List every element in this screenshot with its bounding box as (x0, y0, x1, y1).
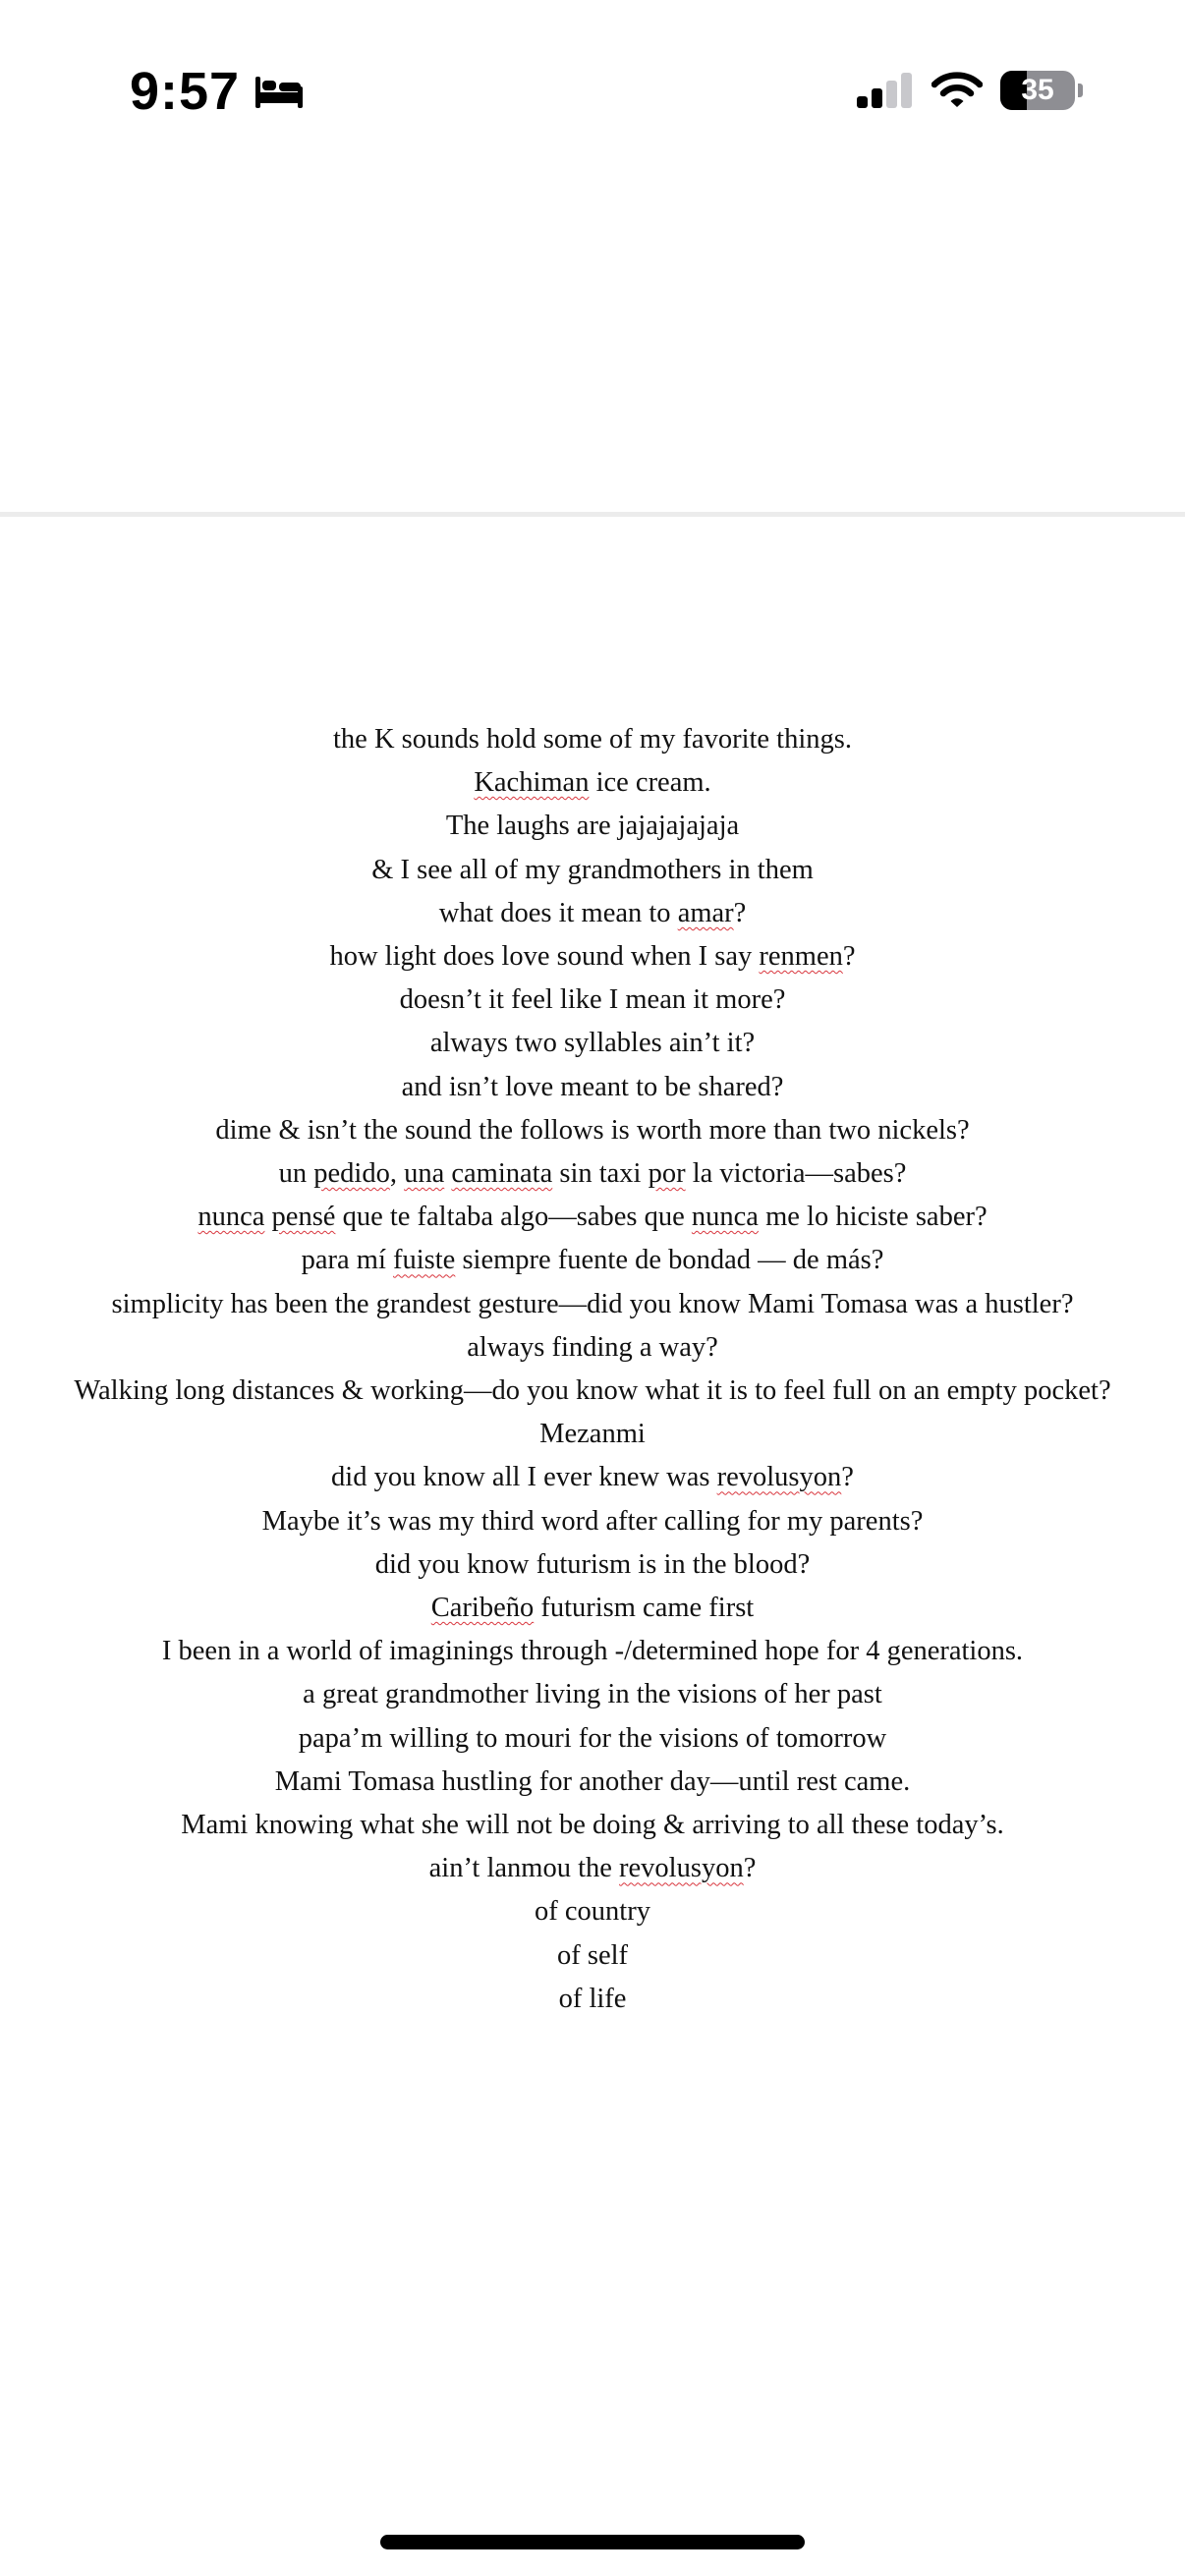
spellcheck-flagged-word: nunca (198, 1202, 265, 1233)
poem-line-text: the K sounds hold some of my favorite things. (333, 724, 852, 755)
spellcheck-flagged-word: pedido (313, 1158, 390, 1190)
poem-line (0, 1152, 1185, 1196)
poem-line-text: Mami Tomasa hustling for another day—until rest came. (274, 1765, 911, 1797)
home-indicator[interactable] (380, 2535, 805, 2549)
battery-cap (1078, 84, 1083, 97)
poem-line-text: me lo hiciste saber? (758, 1202, 988, 1233)
poem-line-text: para mí (301, 1245, 393, 1276)
spellcheck-flagged-word: pensé (271, 1202, 336, 1233)
poem-line-text: que te faltaba algo—sabes que (335, 1202, 692, 1233)
poem-line-text: Mezanmi (539, 1419, 646, 1450)
poem-line-text: always two syllables ain’t it? (429, 1028, 756, 1059)
poem-line (0, 761, 1185, 805)
poem-line-text: of country (535, 1896, 650, 1928)
poem-line (0, 1761, 1185, 1804)
poem-line (0, 1326, 1185, 1370)
poem-line-text: The laughs are jajajajajaja (445, 811, 740, 842)
poem-line (0, 1630, 1185, 1673)
poem-line (0, 1413, 1185, 1456)
poem-line-text: I been in a world of imaginings through -/determined hope for 4 generations. (161, 1636, 1024, 1667)
poem-line (0, 979, 1185, 1022)
poem-line-text: la victoria—sabes? (685, 1158, 907, 1190)
poem-line (0, 1543, 1185, 1587)
poem-line (0, 849, 1185, 892)
poem-line-text: papa’m willing to mouri for the visions of tomorrow (298, 1722, 887, 1754)
spellcheck-flagged-word: fuiste (393, 1245, 456, 1276)
poem-line (0, 1022, 1185, 1065)
poem-line (0, 805, 1185, 848)
poem-line (0, 1847, 1185, 1890)
status-time-group (130, 61, 305, 122)
poem-text (0, 718, 1185, 2021)
poem-line (0, 718, 1185, 761)
poem-line-text: ? (743, 1853, 757, 1884)
poem-line-text: simplicity has been the grandest gesture—did you know Mami Tomasa was a hustler? (111, 1288, 1074, 1319)
status-bar (0, 0, 1185, 196)
poem-line (0, 1978, 1185, 2021)
poem-line (0, 1500, 1185, 1543)
poem-line (0, 1283, 1185, 1326)
spellcheck-flagged-word: Caribeño (430, 1593, 535, 1624)
poem-line-text: sin taxi (552, 1158, 649, 1190)
poem-line-text: what does it mean to (438, 897, 678, 928)
poem-line (0, 1587, 1185, 1630)
poem-line-text: doesn’t it feel like I mean it more? (399, 984, 786, 1016)
status-right-group (857, 71, 1083, 110)
poem-line (0, 1066, 1185, 1109)
poem-line-text: & I see all of my grandmothers in them (371, 854, 814, 885)
poem-line (0, 1370, 1185, 1413)
poem-line (0, 935, 1185, 979)
poem-line-text: ? (842, 941, 856, 973)
poem-line-text: did you know futurism is in the blood? (374, 1548, 811, 1580)
bed-icon (254, 73, 305, 110)
poem-line (0, 1109, 1185, 1152)
poem-line-text: siempre fuente de bondad — de más? (455, 1245, 884, 1276)
cellular-signal-icon (857, 73, 912, 108)
poem-line-text: Maybe it’s was my third word after calling for my parents? (261, 1505, 924, 1537)
poem-line-text: and isn’t love meant to be shared? (401, 1071, 784, 1102)
poem-line-text: ice cream. (589, 767, 711, 799)
status-time: 9:57 (130, 62, 241, 121)
page-divider (0, 512, 1185, 517)
poem-line-text: ain’t lanmou the (428, 1853, 620, 1884)
poem-line-text: futurism came first (534, 1593, 755, 1624)
poem-line (0, 892, 1185, 935)
poem-line (0, 1890, 1185, 1933)
poem-line (0, 1717, 1185, 1761)
poem-line-text: a great grandmother living in the visions of her past (303, 1679, 882, 1710)
poem-line (0, 1456, 1185, 1499)
spellcheck-flagged-word: amar (677, 897, 734, 928)
poem-line-text: always finding a way? (467, 1331, 718, 1363)
poem-line-text: of life (558, 1983, 627, 2014)
poem-line (0, 1934, 1185, 1978)
poem-line (0, 1673, 1185, 1716)
poem-line (0, 1804, 1185, 1847)
spellcheck-flagged-word: renmen (759, 941, 843, 973)
poem-line-text: , (389, 1158, 405, 1190)
spellcheck-flagged-word: una (404, 1158, 445, 1190)
battery-level: 35 (1021, 74, 1054, 106)
wifi-icon (931, 72, 983, 109)
poem-line (0, 1196, 1185, 1239)
poem-line (0, 1239, 1185, 1282)
poem-line-text: ? (841, 1462, 854, 1493)
spellcheck-flagged-word: Kachiman (474, 767, 590, 799)
battery-icon (1000, 71, 1075, 110)
poem-line-text: Mami knowing what she will not be doing & arriving to all these today’s. (181, 1810, 1004, 1841)
poem-line-text: how light does love sound when I say (329, 941, 760, 973)
spellcheck-flagged-word: por (648, 1158, 686, 1190)
poem-line-text: dime & isn’t the sound the follows is worth more than two nickels? (215, 1114, 970, 1146)
poem-line-text: of self (556, 1939, 628, 1971)
poem-line-text: ? (733, 897, 747, 928)
poem-line-text (264, 1202, 271, 1232)
spellcheck-flagged-word: revolusyon (619, 1853, 744, 1884)
poem-line-text: un (278, 1158, 314, 1190)
spellcheck-flagged-word: nunca (691, 1202, 759, 1233)
poem-line-text: Walking long distances & working—do you know what it is to feel full on an empty pocket? (74, 1375, 1111, 1407)
spellcheck-flagged-word: revolusyon (716, 1462, 842, 1493)
poem-line-text: did you know all I ever knew was (331, 1462, 717, 1493)
spellcheck-flagged-word: caminata (451, 1158, 553, 1190)
